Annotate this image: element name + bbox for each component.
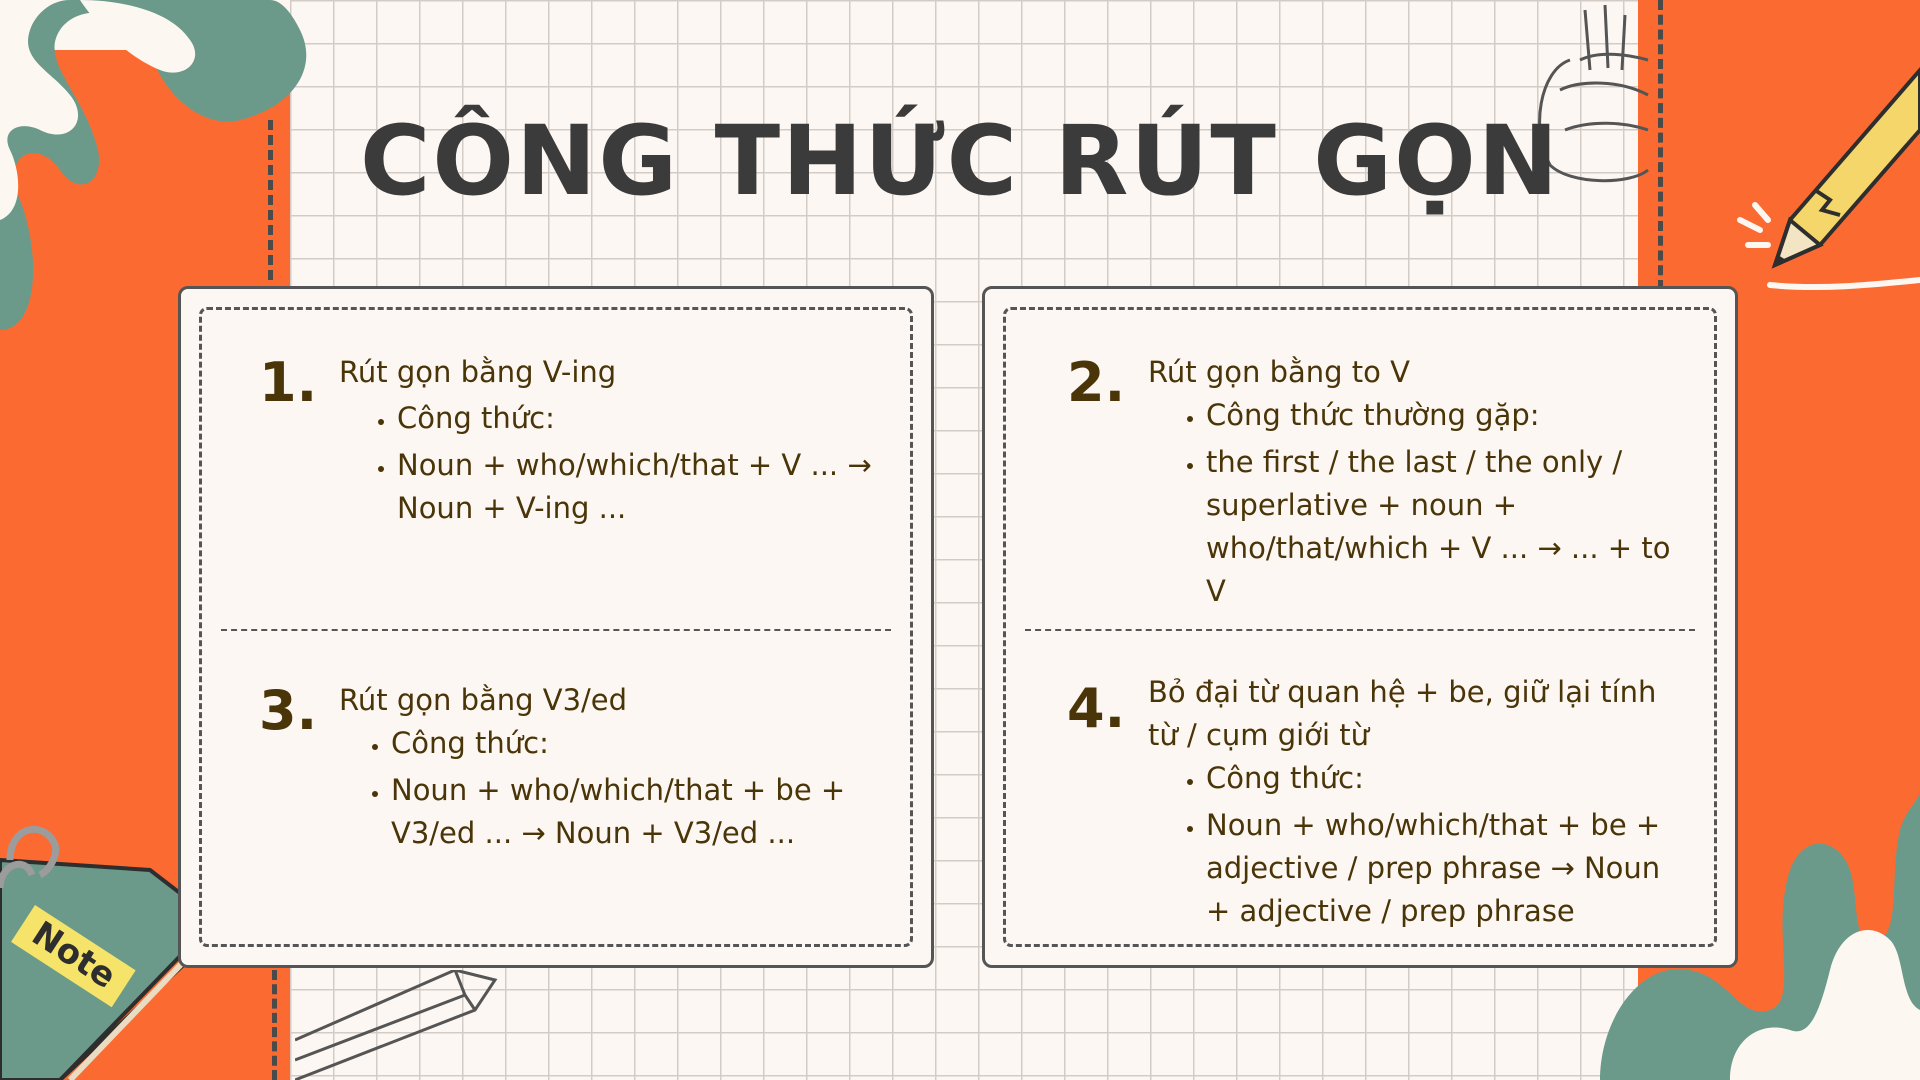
list-item: • Noun + who/which/that + V ... → Noun + V-ing ...: [397, 444, 891, 534]
formula-list: [339, 397, 891, 534]
formula-card-right: [982, 286, 1738, 968]
section-heading: Rút gọn bằng V3/ed: [339, 683, 628, 717]
section-number: 1.: [259, 351, 318, 414]
list-item: • Công thức:: [397, 397, 891, 444]
left-dashed-line-bottom: [272, 970, 277, 1080]
section-heading: Rút gọn bằng to V: [1148, 355, 1410, 389]
section-number: 3.: [259, 679, 318, 742]
list-item: • the first / the last / the only / superlative + noun + who/that/which + V ... → ... + to V: [1206, 441, 1690, 617]
pencil-sketch-icon: [295, 970, 505, 1080]
list-item: • Noun + who/which/that + be + V3/ed ... → Noun + V3/ed ...: [391, 769, 851, 859]
section-heading: Rút gọn bằng V-ing: [339, 355, 617, 389]
note-label: Note: [24, 913, 123, 997]
section-number: 2.: [1067, 351, 1126, 414]
formula-list: [1148, 394, 1690, 617]
list-item: • Công thức thường gặp:: [1206, 394, 1690, 441]
list-item: • Công thức:: [391, 722, 851, 769]
list-item: • Noun + who/which/that + be + adjective / prep phrase → Noun + adjective / prep phrase: [1206, 804, 1690, 937]
section-heading: Bỏ đại từ quan hệ + be, giữ lại tính từ / cụm giới từ: [1148, 675, 1657, 752]
list-item: • Công thức:: [1206, 757, 1690, 804]
card-separator: [221, 629, 891, 631]
card-separator: [1025, 629, 1695, 631]
formula-list: [339, 722, 851, 859]
section-number: 4.: [1067, 677, 1126, 740]
page-title: CÔNG THỨC RÚT GỌN: [359, 105, 1561, 217]
formula-card-left: [178, 286, 934, 968]
formula-list: [1148, 757, 1690, 937]
